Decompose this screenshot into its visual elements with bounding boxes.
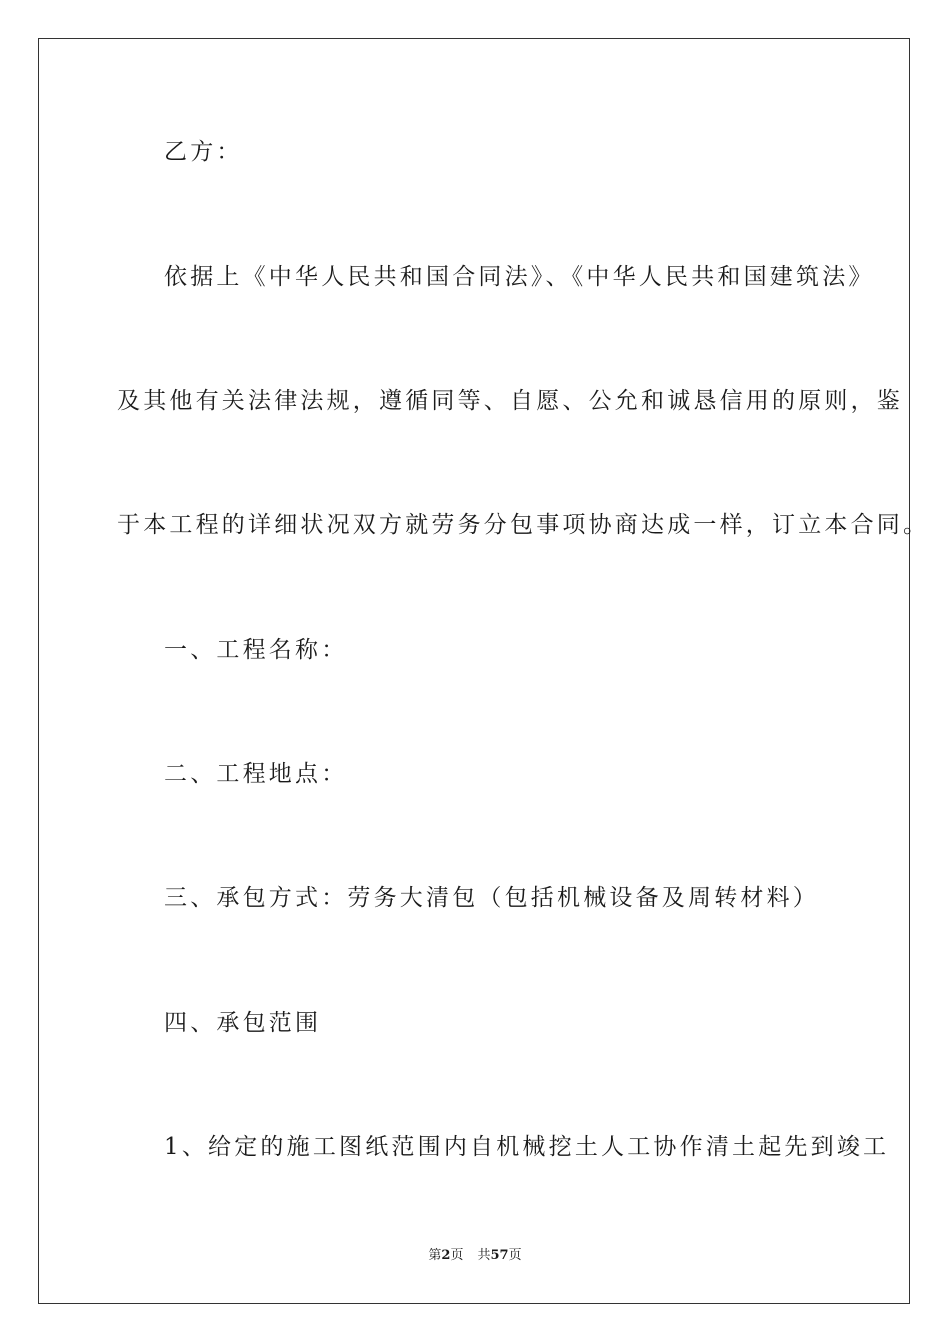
page-footer	[0, 1246, 950, 1266]
paragraph-line-2: 及其他有关法律法规，遵循同等、自愿、公允和诚恳信用的原则，鉴	[117, 388, 903, 414]
footer-page-number: 2	[441, 1248, 451, 1263]
section-contract-method: 三、承包方式：劳务大清包（包括机械设备及周转材料）	[164, 885, 819, 911]
footer-total-pages: 57	[490, 1248, 509, 1263]
paragraph-line-3: 于本工程的详细状况双方就劳务分包事项协商达成一样，订立本合同。	[117, 512, 930, 538]
page-border	[38, 38, 910, 1304]
footer-page-suffix: 页	[450, 1248, 464, 1263]
footer-page-prefix: 第	[428, 1248, 442, 1263]
footer-total-prefix: 共	[477, 1248, 491, 1263]
paragraph-line-1: 依据上《中华人民共和国合同法》、《中华人民共和国建筑法》	[164, 264, 875, 290]
section-project-location: 二、工程地点：	[164, 761, 348, 787]
footer-total-suffix: 页	[508, 1248, 522, 1263]
party-b-label: 乙方：	[164, 139, 243, 165]
section-contract-scope: 四、承包范围	[164, 1010, 322, 1036]
scope-item-1: 1、给定的施工图纸范围内自机械挖土人工协作清土起先到竣工	[164, 1134, 890, 1160]
section-project-name: 一、工程名称：	[164, 637, 348, 663]
